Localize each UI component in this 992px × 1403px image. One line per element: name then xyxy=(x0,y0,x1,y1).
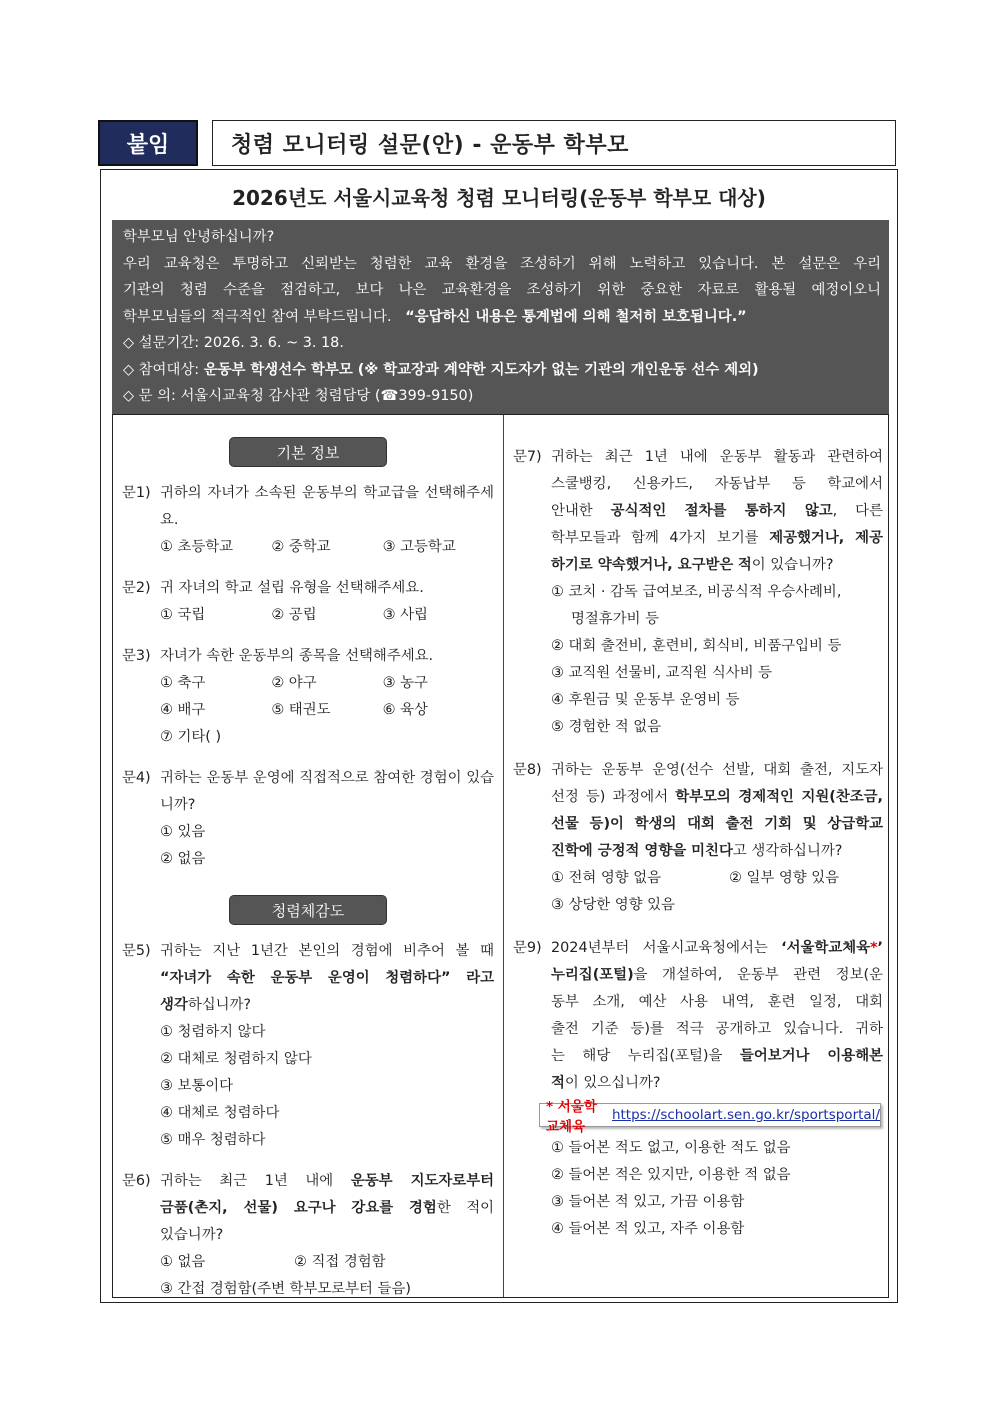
survey-target: ◇ 참여대상: 운동부 학생선수 학부모 (※ 학교장과 계약한 지도자가 없는 기관의 개인운동 선수 제외) xyxy=(123,361,759,378)
document-title: 청렴 모니터링 설문(안) - 운동부 학부모 xyxy=(212,120,896,166)
question-1-options[interactable]: ① 초등학교 ② 중학교 ③ 고등학교 xyxy=(160,539,456,555)
privacy-notice: “응답하신 내용은 통계법에 의해 철저히 보호됩니다.” xyxy=(405,308,747,325)
section-integrity: 청렴체감도 xyxy=(229,895,387,925)
survey-heading: 2026년도 서울시교육청 청렴 모니터링(운동부 학부모 대상) xyxy=(232,186,766,210)
question-columns xyxy=(112,414,889,1298)
section-basic-info: 기본 정보 xyxy=(229,437,387,467)
question-5-options[interactable]: ① 청렴하지 않다 ② 대체로 청렴하지 않다 ③ 보통이다 ④ 대체로 청렴하다 ⑤ 매우 청렴하다 xyxy=(160,1024,312,1148)
question-6: 문6) 귀하는 최근 1년 내에 운동부 지도자로부터 금품(촌지, 선물) 요구나 강요를 경험한 적이 있습니까? xyxy=(122,1173,495,1243)
question-2: 문2) 귀 자녀의 학교 설립 유형을 선택해주세요. xyxy=(122,580,424,596)
question-7-options[interactable]: ① 코치 · 감독 급여보조, 비공식적 우승사례비, 명절휴가비 등 ② 대회 출전비, 훈련비, 회식비, 비품구입비 등 ③ 교직원 선물비, 교직원 식사비 등 ④ 후원금 및 운동부 운영비 등 ⑤ 경험한 적 없음 xyxy=(551,584,842,735)
survey-contact: ◇ 문 의: 서울시교육청 감사관 청렴담당 (☎399-9150) xyxy=(123,388,474,404)
intro-line-3: 학부모님들의 적극적인 참여 부탁드립니다. “응답하신 내용은 통계법에 의해 철저히 보호됩니다.” xyxy=(123,308,747,325)
question-5: 문5) 귀하는 지난 1년간 본인의 경험에 비추어 볼 때 “자녀가 속한 운동부 운영이 청렴하다” 라고 생각하십니까? xyxy=(122,943,494,1013)
intro-box xyxy=(112,220,889,414)
question-3-options[interactable]: ① 축구 ② 야구 ③ 농구 ④ 배구 ⑤ 태권도 ⑥ 육상 ⑦ 기타( ) xyxy=(160,675,428,745)
question-9: 문9) 2024년부터 서울시교육청에서는 ‘서울학교체육*’ 누리집(포털)을 개설하여, 운동부 관련 정보(운 동부 소개, 예산 사용 내역, 훈련 일정, 대회 출전 기준 등)를 적극 공개하고 있습니다. 귀하 는 해당 누리집(포털)을 들어보거나 이용해본 적이 있으십니까? xyxy=(513,940,884,1091)
question-4-options[interactable]: ① 있음 ② 없음 xyxy=(160,824,206,867)
survey-frame xyxy=(100,169,898,1303)
portal-link[interactable]: https://schoolart.sen.go.kr/sportsportal/ xyxy=(611,1107,880,1123)
question-8-options[interactable]: ① 전혀 영향 없음 ② 일부 영향 있음 ③ 상당한 영향 있음 xyxy=(551,870,840,913)
question-1: 문1) 귀하의 자녀가 소속된 운동부의 학교급을 선택해주세요. xyxy=(122,485,494,528)
left-column xyxy=(122,415,494,1303)
portal-link-note xyxy=(539,1099,881,1135)
question-7: 문7) 귀하는 최근 1년 내에 운동부 활동과 관련하여 스쿨뱅킹, 신용카드, 자동납부 등 학교에서 안내한 공식적인 절차를 통하지 않고, 다른 학부모들과 함께 4가지 보기를 제공했거나, 제공 하기로 약속했거나, 요구받은 적이 있습니까? xyxy=(513,449,883,573)
question-2-options[interactable]: ① 국립 ② 공립 ③ 사립 xyxy=(160,607,428,623)
column-divider xyxy=(503,415,504,1297)
right-column xyxy=(513,415,883,1243)
attachment-tag: 붙임 xyxy=(98,120,198,166)
intro-greeting: 학부모님 안녕하십니까? xyxy=(123,229,275,245)
question-9-options[interactable]: ① 들어본 적도 없고, 이용한 적도 없음 ② 들어본 적은 있지만, 이용한 적 없음 ③ 들어본 적 있고, 가끔 이용함 ④ 들어본 적 있고, 자주 이용함 xyxy=(551,1140,791,1237)
survey-period: ◇ 설문기간: 2026. 3. 6. ~ 3. 18. xyxy=(123,335,344,351)
question-6-options[interactable]: ① 없음 ② 직접 경험함 ③ 간접 경험함(주변 학부모로부터 들음) xyxy=(160,1254,411,1297)
question-4: 문4) 귀하는 운동부 운영에 직접적으로 참여한 경험이 있습니까? xyxy=(122,770,494,813)
question-3: 문3) 자녀가 속한 운동부의 종목을 선택해주세요. xyxy=(122,648,434,664)
question-8: 문8) 귀하는 운동부 운영(선수 선발, 대회 출전, 지도자 선정 등) 과정에서 학부모의 경제적인 지원(찬조금, 선물 등)이 학생의 대회 출전 기회 및 상급학교 진학에 긍정적 영향을 미친다고 생각하십니까? xyxy=(513,762,883,859)
portal-label: * 서울학교체육 xyxy=(546,1099,597,1135)
intro-line-1: 우리 교육청은 투명하고 신뢰받는 청렴한 교육 환경을 조성하기 위해 노력하고 있습니다. 본 설문은 우리 xyxy=(123,255,881,272)
intro-line-2: 기관의 청렴 수준을 점검하고, 보다 나은 교육환경을 조성하기 위한 중요한 자료로 활용될 예정이오니 xyxy=(123,282,881,298)
